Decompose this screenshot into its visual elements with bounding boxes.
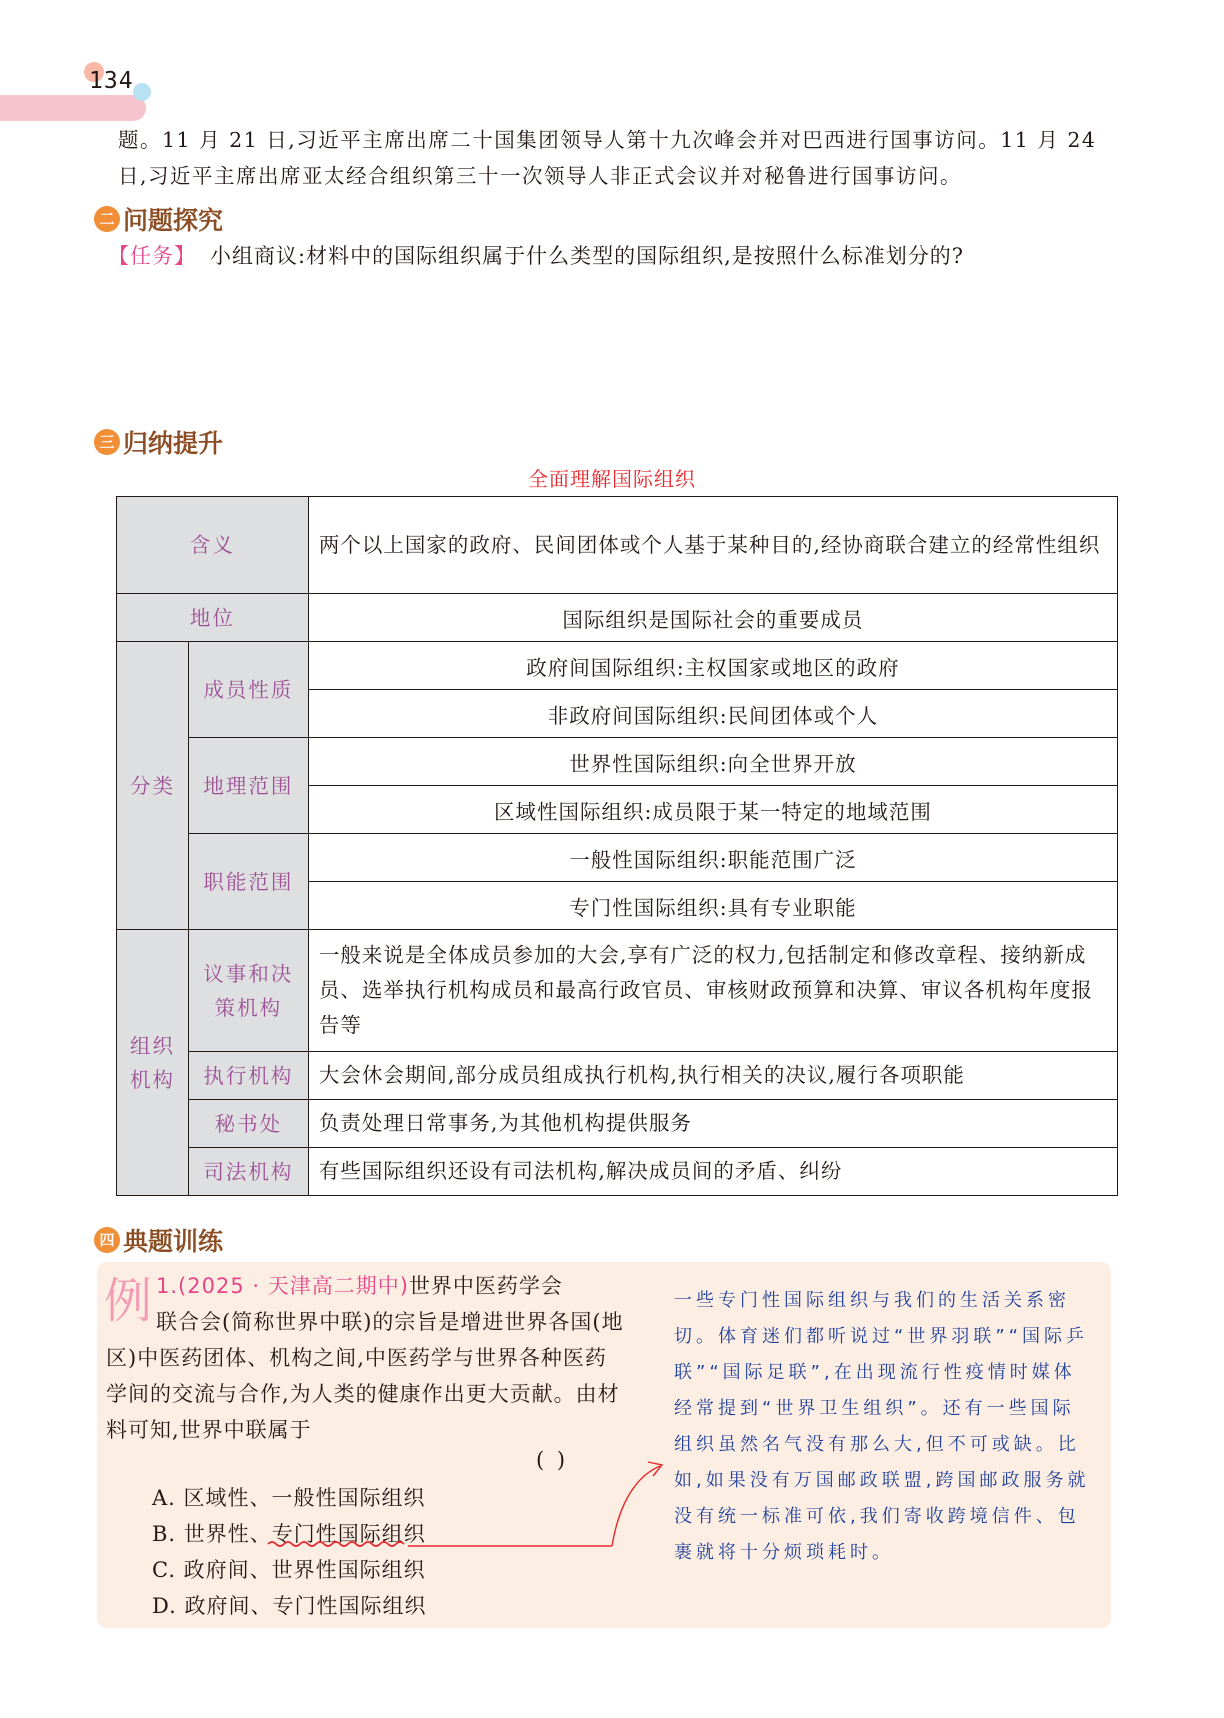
executive-cell: 大会休会期间,部分成员组成执行机构,执行相关的决议,履行各项职能 [308, 1052, 1117, 1100]
geo-cell-2: 区域性国际组织:成员限于某一特定的地域范围 [308, 786, 1117, 834]
page-number: 134 [89, 68, 134, 94]
decision-label-line-2: 策机构 [214, 995, 283, 1020]
decision-label-line-1: 议事和决 [203, 961, 294, 986]
handwritten-note: 一些专门性国际组织与我们的生活关系密切。体育迷们都听说过“世界羽联”“国际乒联”“国际足联”,在出现流行性疫情时媒体经常提到“世界卫生组织”。还有一些国际组织虽然名气没有那么大,但不可或缺。比如,如果没有万国邮政联盟,跨国邮政服务就没有统一标准可依,我们寄收跨境信件、包裹就将十分烦琐耗时。 [674, 1290, 1090, 1563]
question-number: 1. [156, 1274, 179, 1298]
task-tag: 【任务】 [108, 244, 196, 268]
question-stem-2: 联合会(简称世界中联)的宗旨是增进世界各国(地区)中医药团体、机构之间,中医药学与世界各种医药学间的交流与合作,为人类的健康作出更大贡献。由材料可知,世界中联属于 [106, 1310, 624, 1442]
sub-header-secretariat: 秘书处 [188, 1100, 308, 1148]
table-title: 全面理解国际组织 [528, 467, 696, 491]
intro-paragraph: 题。11 月 21 日,习近平主席出席二十国集团领导人第十九次峰会并对巴西进行国事访问。11 月 24 日,习近平主席出席亚太经合组织第三十一次领导人非正式会议并对秘鲁进行国事访问。 [118, 128, 1097, 188]
section-title: 归纳提升 [123, 429, 224, 458]
func-cell-2: 专门性国际组织:具有专业职能 [308, 882, 1117, 930]
section-number-badge: 四 [94, 1227, 120, 1253]
judicial-cell: 有些国际组织还设有司法机构,解决成员间的矛盾、纠纷 [308, 1148, 1117, 1196]
option-a: A. 区域性、一般性国际组织 [152, 1486, 426, 1510]
answer-parentheses: ( ) [536, 1448, 569, 1472]
row-header-status: 地位 [117, 594, 309, 642]
option-c: C. 政府间、世界性国际组织 [152, 1558, 426, 1582]
row-header-classification: 分类 [117, 642, 189, 930]
geo-cell-1: 世界性国际组织:向全世界开放 [308, 738, 1117, 786]
option-d: D. 政府间、专门性国际组织 [152, 1594, 427, 1618]
sub-header-geo: 地理范围 [188, 738, 308, 834]
sub-header-executive: 执行机构 [188, 1052, 308, 1100]
question-source: (2025 · 天津高二期中) [178, 1274, 409, 1298]
sub-header-member: 成员性质 [188, 642, 308, 738]
member-cell-1: 政府间国际组织:主权国家或地区的政府 [308, 642, 1117, 690]
annotation-arrow [612, 1466, 660, 1546]
task-text: 小组商议:材料中的国际组织属于什么类型的国际组织,是按照什么标准划分的? [210, 244, 965, 268]
section-number-badge: 二 [94, 206, 120, 232]
row-header-meaning: 含义 [117, 497, 309, 594]
sub-header-function: 职能范围 [188, 834, 308, 930]
member-cell-2: 非政府间国际组织:民间团体或个人 [308, 690, 1117, 738]
section-title: 问题探究 [123, 206, 224, 235]
decision-cell: 一般来说是全体成员参加的大会,享有广泛的权力,包括制定和修改章程、接纳新成员、选举执行机构成员和最高行政官员、审核财政预算和决算、审议各机构年度报告等 [308, 930, 1117, 1052]
status-cell: 国际组织是国际社会的重要成员 [308, 594, 1117, 642]
section-title: 典题训练 [123, 1227, 224, 1256]
wavy-underline [268, 1542, 404, 1546]
org-label-line-2: 机构 [129, 1067, 175, 1092]
sub-header-judicial: 司法机构 [188, 1148, 308, 1196]
option-b: B. 世界性、专门性国际组织 [152, 1522, 426, 1546]
org-label-line-1: 组织 [129, 1033, 175, 1058]
example-big-label: 例 [104, 1273, 153, 1329]
func-cell-1: 一般性国际组织:职能范围广泛 [308, 834, 1117, 882]
meaning-cell: 两个以上国家的政府、民间团体或个人基于某种目的,经协商联合建立的经常性组织 [308, 497, 1117, 594]
secretariat-cell: 负责处理日常事务,为其他机构提供服务 [308, 1100, 1117, 1148]
question-stem-1: 世界中医药学会 [408, 1274, 563, 1298]
section-number-badge: 三 [94, 429, 120, 455]
